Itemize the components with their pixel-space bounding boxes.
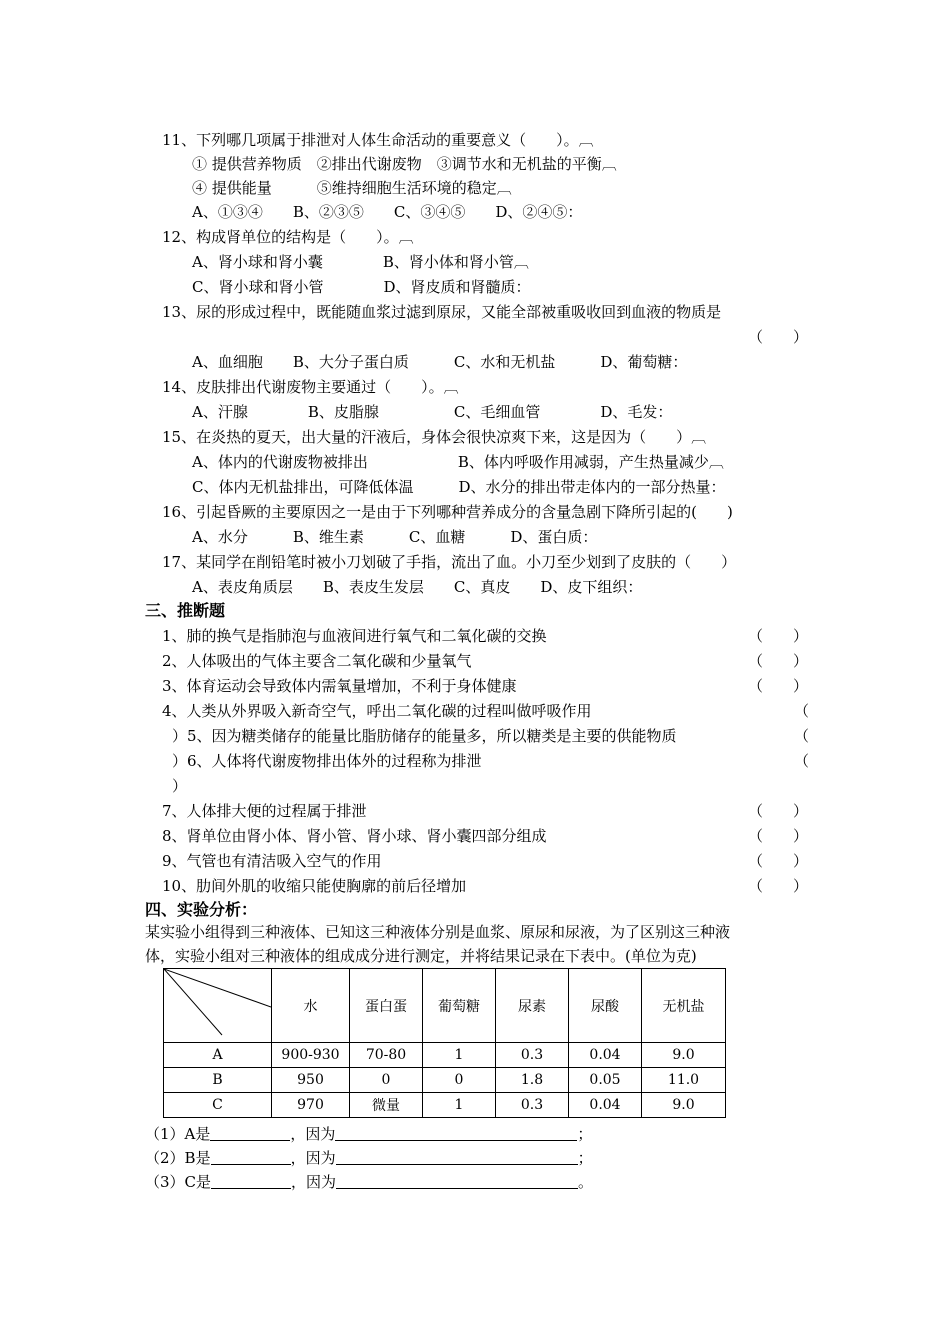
statement-line: 4、人类从外界吸入新奇空气，呼出二氧化碳的过程叫做呼吸作用 [162,702,592,720]
table-cell: 9.0 [642,1093,726,1118]
table-header-row [164,969,726,1043]
answer-blank[interactable] [211,1149,291,1165]
question-line: A、血细胞 B、大分子蛋白质 C、水和无机盐 D、葡萄糖： [192,353,688,371]
reason-blank[interactable] [335,1125,577,1141]
diagonal-lines [164,969,271,1043]
statement-line: （ ） [748,877,809,895]
question-line: C、体内无机盐排出，可降低体温 D、水分的排出带走体内的一部分热量： [192,478,726,496]
question-line: 16、引起昏厥的主要原因之一是由于下列哪种营养成分的含量急剧下降所引起的( ) [162,503,733,521]
answer-end-punctuation: ； [577,1125,593,1143]
answer-end-punctuation: 。 [578,1173,594,1191]
answer-prefix: （1）A是 [145,1125,211,1143]
answer-line [145,1124,592,1144]
table-cell: 11.0 [642,1068,726,1093]
question-line: A、体内的代谢废物被排出 B、体内呼吸作用减弱，产生热量减少︹ [192,453,724,471]
statement-line: （ [794,727,810,745]
statement-line: （ ） [748,852,809,870]
answer-blank[interactable] [211,1173,291,1189]
statement-line: （ [794,752,810,770]
table-row [164,1068,726,1093]
statement-line: 9、气管也有清洁吸入空气的作用 [162,852,382,870]
statement-line: ）6、人体将代谢废物排出体外的过程称为排泄 [172,752,482,770]
table-cell: 0.3 [496,1043,569,1068]
table-cell: 1 [423,1093,496,1118]
answer-prefix: （2）B是 [145,1149,211,1167]
table-cell: 0.04 [569,1093,642,1118]
question-line: A、表皮角质层 B、表皮生发层 C、真皮 D、皮下组织： [192,578,643,596]
table-body [164,1043,726,1118]
question-line: 11、下列哪几项属于排泄对人体生命活动的重要意义（ ）。︹ [162,131,594,149]
statement-line: 10、肋间外肌的收缩只能使胸廓的前后径增加 [162,877,467,895]
table-cell: 9.0 [642,1043,726,1068]
reason-blank[interactable] [336,1149,578,1165]
reason-prefix: ，因为 [290,1149,336,1167]
question-line: 12、构成肾单位的结构是（ ）。︹ [162,228,414,246]
table-cell: 0.3 [496,1093,569,1118]
section-4-title: 四、实验分析： [145,900,258,919]
question-line: C、肾小球和肾小管 D、肾皮质和肾髓质： [192,278,531,296]
table-cell: 微量 [350,1093,423,1118]
header-water: 水 [272,969,350,1043]
question-line: A、肾小球和肾小囊 B、肾小体和肾小管︹ [192,253,529,271]
statement-line: 3、体育运动会导致体内需氧量增加，不利于身体健康 [162,677,517,695]
question-line: 15、在炎热的夏天，出大量的汗液后，身体会很快凉爽下来，这是因为（ ）︹ [162,428,707,446]
table-cell: 0 [423,1068,496,1093]
table-cell: 70-80 [350,1043,423,1068]
statement-line: （ [794,702,810,720]
table-cell: 900-930 [272,1043,350,1068]
header-inorganic-salt: 无机盐 [642,969,726,1043]
table-cell: 0 [350,1068,423,1093]
statement-line: 1、肺的换气是指肺泡与血液间进行氧气和二氧化碳的交换 [162,627,547,645]
section-3-title: 三、推断题 [145,601,226,620]
table-cell: 1 [423,1043,496,1068]
question-line: 17、某同学在削铅笔时被小刀划破了手指，流出了血。小刀至少划到了皮肤的（ ） [162,553,737,571]
table-cell: 0.05 [569,1068,642,1093]
header-uric-acid: 尿酸 [569,969,642,1043]
question-line: 13、尿的形成过程中，既能随血浆过滤到原尿，又能全部被重吸收回到血液的物质是 [162,303,722,321]
table-row [164,1093,726,1118]
answer-blank[interactable] [210,1125,290,1141]
data-table [163,968,726,1118]
row-label-cell: B [164,1068,272,1093]
header-urea: 尿素 [496,969,569,1043]
statement-line: 2、人体吸出的气体主要含二氧化碳和少量氧气 [162,652,472,670]
reason-prefix: ，因为 [291,1173,337,1191]
question-line: A、①③④ B、②③⑤ C、③④⑤ D、②④⑤： [192,203,583,221]
answer-prefix: （3）C是 [145,1173,212,1191]
table-row [164,1043,726,1068]
answer-line [145,1148,593,1168]
paragraph-line-2: 体，实验小组对三种液体的组成成分进行测定，并将结果记录在下表中。(单位为克) [145,947,697,965]
question-line: A、水分 B、维生素 C、血糖 D、蛋白质： [192,528,598,546]
statement-line: （ ） [748,802,809,820]
question-line: ① 提供营养物质 ②排出代谢废物 ③调节水和无机盐的平衡︹ [192,155,617,173]
table-cell: 970 [272,1093,350,1118]
question-line: （ ） [748,328,809,346]
statement-line: （ ） [748,677,809,695]
question-line: ④ 提供能量 ⑤维持细胞生活环境的稳定︹ [192,179,512,197]
row-label-cell: A [164,1043,272,1068]
table-cell: 950 [272,1068,350,1093]
header-protein: 蛋白蛋 [350,969,423,1043]
statement-line: 7、人体排大便的过程属于排泄 [162,802,367,820]
statement-line: （ ） [748,627,809,645]
reason-prefix: ，因为 [290,1125,336,1143]
statement-line: 8、肾单位由肾小体、肾小管、肾小球、肾小囊四部分组成 [162,827,547,845]
statement-line: ）5、因为糖类储存的能量比脂肪储存的能量多，所以糖类是主要的供能物质 [172,727,677,745]
question-line: 14、皮肤排出代谢废物主要通过（ ）。︹ [162,378,459,396]
statement-line: （ ） [748,652,809,670]
reason-blank[interactable] [336,1173,578,1189]
answer-end-punctuation: ； [577,1149,593,1167]
question-line: A、汗腺 B、皮脂腺 C、毛细血管 D、毛发： [192,403,673,421]
statement-line: （ ） [748,827,809,845]
paragraph-line-1: 某实验小组得到三种液体、已知这三种液体分别是血浆、原尿和尿液，为了区别这三种液 [145,923,731,941]
table-cell: 1.8 [496,1068,569,1093]
header-glucose: 葡萄糖 [423,969,496,1043]
diagonal-header-cell [164,969,272,1043]
statement-line: ） [172,777,188,795]
table-cell: 0.04 [569,1043,642,1068]
row-label-cell: C [164,1093,272,1118]
answer-line [145,1172,593,1192]
